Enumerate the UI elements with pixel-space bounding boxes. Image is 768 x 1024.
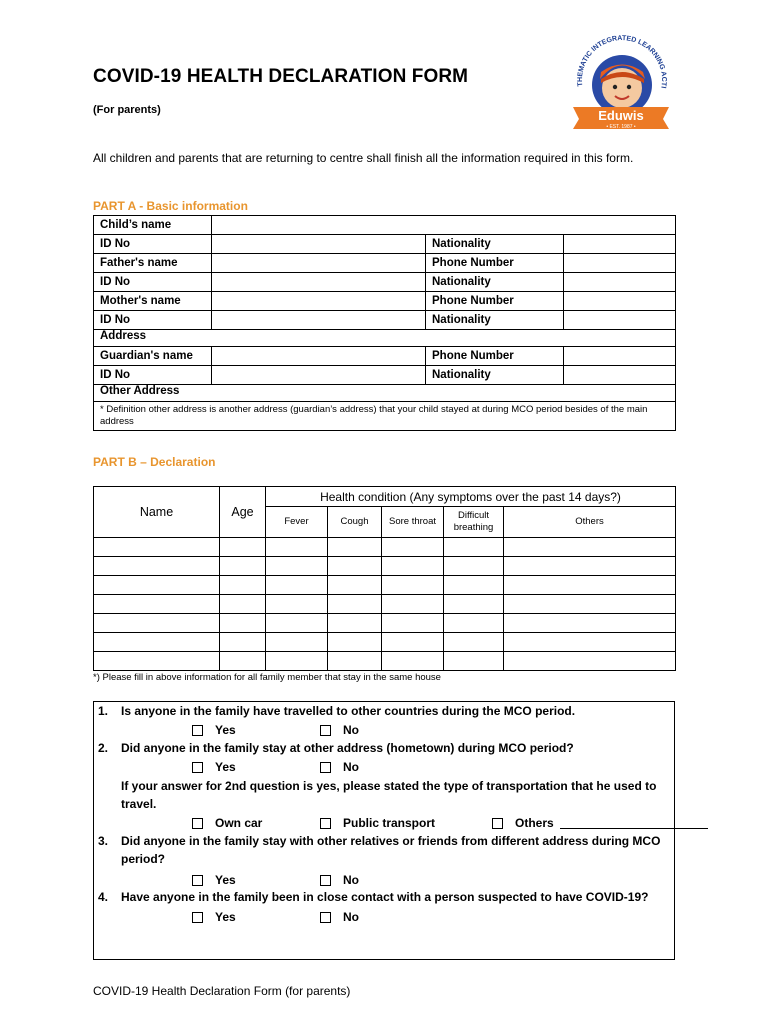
table-row: [94, 614, 676, 633]
question-3-number: 3.: [98, 834, 109, 848]
breathing-cell[interactable]: [444, 538, 504, 557]
father-id-label: ID No: [94, 273, 212, 292]
fever-cell[interactable]: [266, 633, 328, 652]
checkbox-icon[interactable]: [320, 725, 331, 736]
sore-throat-cell[interactable]: [382, 576, 444, 595]
checkbox-icon[interactable]: [192, 912, 203, 923]
table-row: [94, 595, 676, 614]
age-cell[interactable]: [220, 538, 266, 557]
age-cell[interactable]: [220, 595, 266, 614]
table-row: [94, 538, 676, 557]
mother-id-field[interactable]: [212, 311, 426, 330]
q1-yes-label: Yes: [215, 723, 236, 737]
checkbox-icon[interactable]: [320, 818, 331, 829]
father-nationality-field[interactable]: [564, 273, 676, 292]
cough-cell[interactable]: [328, 557, 382, 576]
other-address-note: * Definition other address is another address (guardian’s address) that your child stayed at during MCO period besides of the main address: [94, 402, 676, 431]
guardian-nationality-field[interactable]: [564, 366, 676, 385]
fever-cell[interactable]: [266, 576, 328, 595]
fever-cell[interactable]: [266, 614, 328, 633]
logo-wordmark: Eduwis: [598, 108, 644, 123]
q3-yes-option[interactable]: [192, 873, 236, 887]
q2-no-option[interactable]: [320, 760, 359, 774]
cough-cell[interactable]: [328, 652, 382, 671]
table-row: [94, 652, 676, 671]
name-cell[interactable]: [94, 557, 220, 576]
question-4-number: 4.: [98, 890, 109, 904]
q4-no-option[interactable]: [320, 910, 359, 924]
q3-yes-label: Yes: [215, 873, 236, 887]
mothers-name-field[interactable]: [212, 292, 426, 311]
mother-id-label: ID No: [94, 311, 212, 330]
other-address-field[interactable]: [94, 385, 676, 402]
declaration-footnote: *) Please fill in above information for all family member that stay in the same house: [93, 672, 441, 683]
sore-throat-cell[interactable]: [382, 538, 444, 557]
childs-name-field[interactable]: [212, 216, 676, 235]
father-phone-field[interactable]: [564, 254, 676, 273]
age-cell[interactable]: [220, 557, 266, 576]
sore-throat-cell[interactable]: [382, 557, 444, 576]
checkbox-icon[interactable]: [192, 875, 203, 886]
q1-no-label: No: [343, 723, 359, 737]
logo-arc-text: THEMATIC INTEGRATED LEARNING ACTI: [576, 35, 668, 89]
guardians-name-label: Guardian's name: [94, 347, 212, 366]
childs-name-label: Child’s name: [94, 216, 212, 235]
others-cell[interactable]: [504, 652, 676, 671]
page-footer: COVID-19 Health Declaration Form (for parents): [93, 984, 351, 998]
guardian-nationality-label: Nationality: [426, 366, 564, 385]
own-car-option[interactable]: [192, 816, 262, 830]
other-address-label: Other Address: [100, 385, 180, 397]
mother-nationality-field[interactable]: [564, 311, 676, 330]
others-transport-option[interactable]: [492, 816, 708, 830]
others-cell[interactable]: [504, 557, 676, 576]
child-id-field[interactable]: [212, 235, 426, 254]
mother-nationality-label: Nationality: [426, 311, 564, 330]
question-1-number: 1.: [98, 704, 109, 718]
intro-text: All children and parents that are returning to centre shall finish all the information required in this form.: [93, 151, 634, 165]
cough-cell[interactable]: [328, 576, 382, 595]
age-cell[interactable]: [220, 633, 266, 652]
fever-cell[interactable]: [266, 595, 328, 614]
mother-phone-field[interactable]: [564, 292, 676, 311]
q4-yes-label: Yes: [215, 910, 236, 924]
age-cell[interactable]: [220, 614, 266, 633]
question-2-followup-text: If your answer for 2nd question is yes, please stated the type of transportation that he used to travel.: [121, 779, 657, 811]
guardian-id-field[interactable]: [212, 366, 426, 385]
col-health-header: Health condition (Any symptoms over the past 14 days?): [266, 487, 676, 507]
table-row: [94, 557, 676, 576]
col-cough-header: Cough: [328, 507, 382, 538]
col-sore-throat-header: Sore throat: [382, 507, 444, 538]
q1-yes-option[interactable]: [192, 723, 236, 737]
breathing-cell[interactable]: [444, 557, 504, 576]
own-car-label: Own car: [215, 816, 263, 830]
child-nationality-label: Nationality: [426, 235, 564, 254]
father-id-field[interactable]: [212, 273, 426, 292]
child-id-label: ID No: [94, 235, 212, 254]
q4-yes-option[interactable]: [192, 910, 236, 924]
questions-box: [93, 701, 675, 960]
address-label: Address: [100, 330, 147, 342]
q3-no-option[interactable]: [320, 873, 359, 887]
sore-throat-cell[interactable]: [382, 614, 444, 633]
part-b-heading: PART B – Declaration: [93, 455, 216, 469]
q2-no-label: No: [343, 760, 359, 774]
declaration-table: [93, 486, 676, 671]
name-cell[interactable]: [94, 652, 220, 671]
part-a-heading: PART A - Basic information: [93, 199, 248, 213]
table-row: [94, 576, 676, 595]
eduwis-logo: [565, 27, 677, 132]
table-row: [94, 633, 676, 652]
checkbox-icon[interactable]: [320, 762, 331, 773]
q3-no-label: No: [343, 873, 359, 887]
fathers-name-label: Father's name: [94, 254, 212, 273]
father-nationality-label: Nationality: [426, 273, 564, 292]
col-age-header: Age: [220, 487, 266, 538]
age-cell[interactable]: [220, 576, 266, 595]
cough-cell[interactable]: [328, 538, 382, 557]
page-title: COVID-19 HEALTH DECLARATION FORM: [93, 66, 469, 87]
page-subtitle: (For parents): [93, 104, 161, 116]
address-field[interactable]: [94, 330, 676, 347]
logo-est: • EST. 1987 •: [606, 124, 636, 130]
sore-throat-cell[interactable]: [382, 652, 444, 671]
question-4-text: Have anyone in the family been in close contact with a person suspected to have COVID-19?: [121, 890, 649, 904]
checkbox-icon[interactable]: [192, 725, 203, 736]
guardian-phone-label: Phone Number: [426, 347, 564, 366]
breathing-cell[interactable]: [444, 633, 504, 652]
name-cell[interactable]: [94, 633, 220, 652]
q2-yes-option[interactable]: [192, 760, 236, 774]
name-cell[interactable]: [94, 576, 220, 595]
others-cell[interactable]: [504, 633, 676, 652]
mothers-name-label: Mother's name: [94, 292, 212, 311]
fever-cell[interactable]: [266, 538, 328, 557]
sore-throat-cell[interactable]: [382, 633, 444, 652]
col-others-header: Others: [504, 507, 676, 538]
question-2-text: Did anyone in the family stay at other address (hometown) during MCO period?: [121, 741, 574, 755]
checkbox-icon[interactable]: [492, 818, 503, 829]
public-transport-label: Public transport: [343, 816, 436, 830]
others-transport-field[interactable]: [560, 817, 708, 829]
father-phone-label: Phone Number: [426, 254, 564, 273]
cough-cell[interactable]: [328, 595, 382, 614]
fathers-name-field[interactable]: [212, 254, 426, 273]
others-cell[interactable]: [504, 538, 676, 557]
name-cell[interactable]: [94, 538, 220, 557]
age-cell[interactable]: [220, 652, 266, 671]
breathing-cell[interactable]: [444, 614, 504, 633]
q2-yes-label: Yes: [215, 760, 236, 774]
col-name-header: Name: [94, 487, 220, 538]
guardians-name-field[interactable]: [212, 347, 426, 366]
others-cell[interactable]: [504, 576, 676, 595]
checkbox-icon[interactable]: [320, 875, 331, 886]
col-breathing-header: Difficult breathing: [444, 507, 504, 538]
q4-no-label: No: [343, 910, 359, 924]
guardian-id-label: ID No: [94, 366, 212, 385]
others-cell[interactable]: [504, 614, 676, 633]
name-cell[interactable]: [94, 595, 220, 614]
breathing-cell[interactable]: [444, 595, 504, 614]
sore-throat-cell[interactable]: [382, 595, 444, 614]
fever-cell[interactable]: [266, 557, 328, 576]
others-cell[interactable]: [504, 595, 676, 614]
public-transport-option[interactable]: [320, 816, 435, 830]
name-cell[interactable]: [94, 614, 220, 633]
checkbox-icon[interactable]: [192, 762, 203, 773]
cough-cell[interactable]: [328, 633, 382, 652]
q1-no-option[interactable]: [320, 723, 359, 737]
checkbox-icon[interactable]: [320, 912, 331, 923]
mother-phone-label: Phone Number: [426, 292, 564, 311]
checkbox-icon[interactable]: [192, 818, 203, 829]
basic-information-table: [93, 215, 676, 431]
question-1-text: Is anyone in the family have travelled to other countries during the MCO period.: [121, 704, 576, 718]
col-fever-header: Fever: [266, 507, 328, 538]
question-2-number: 2.: [98, 741, 109, 755]
cough-cell[interactable]: [328, 614, 382, 633]
question-3-text: Did anyone in the family stay with other relatives or friends from different address during MCO period?: [121, 834, 661, 866]
child-nationality-field[interactable]: [564, 235, 676, 254]
guardian-phone-field[interactable]: [564, 347, 676, 366]
fever-cell[interactable]: [266, 652, 328, 671]
breathing-cell[interactable]: [444, 576, 504, 595]
breathing-cell[interactable]: [444, 652, 504, 671]
others-transport-label: Others: [515, 816, 554, 830]
